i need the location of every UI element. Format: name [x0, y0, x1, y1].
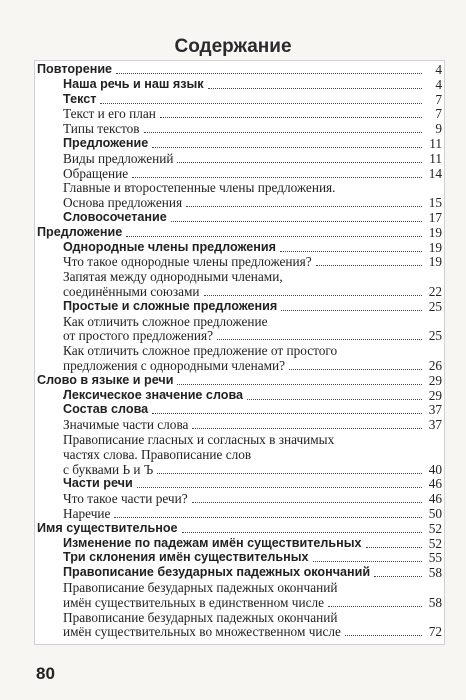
toc-dot-leader [289, 369, 422, 370]
toc-entry-page: 19 [428, 239, 442, 255]
page-title: Содержание [174, 36, 292, 57]
toc-entry-page: 58 [428, 565, 442, 581]
toc-dot-leader [177, 384, 422, 385]
toc-entry-page: 50 [428, 506, 442, 521]
toc-entry-page: 7 [435, 91, 442, 107]
toc-dot-leader [160, 117, 422, 118]
toc-dot-leader [328, 606, 422, 607]
toc-dot-leader [345, 635, 422, 636]
toc-dot-leader [116, 73, 422, 74]
toc-entry-title: Предложение [63, 136, 149, 150]
toc-entry-page: 14 [428, 165, 442, 181]
toc-entry-page: 4 [435, 76, 442, 92]
toc-entry-title: Наша речь и наш язык [63, 76, 204, 91]
toc-dot-leader [280, 251, 422, 252]
toc-entry-title: Типы текстов [63, 121, 140, 137]
toc-dot-leader [182, 532, 422, 533]
toc-entry-title: Три склонения имён существительных [63, 550, 309, 565]
page-number: 80 [36, 664, 55, 683]
toc-dot-leader [126, 236, 422, 237]
toc-dot-leader [186, 206, 422, 207]
toc-entry-page: 9 [435, 121, 442, 137]
toc-entry [35, 623, 444, 640]
toc-entry-title: Однородные члены предложения [63, 239, 276, 254]
toc-dot-leader [152, 413, 422, 414]
toc-entry-title: Значимые части слова [63, 417, 189, 433]
toc-entry-title: Что такое однородные члены предложения? [63, 254, 312, 270]
toc-entry-title: Предложение [37, 224, 123, 239]
toc-entry-page: 29 [428, 372, 442, 388]
toc-entry-title: Запятая между однородными членами, [63, 269, 283, 285]
toc-dot-leader [192, 428, 422, 429]
toc-dot-leader [204, 295, 422, 296]
toc-dot-leader [144, 132, 422, 133]
toc-entry-title: Наречие [63, 506, 111, 521]
toc-entry-page: 40 [428, 461, 442, 477]
toc-entry-title: Обращение [63, 165, 129, 181]
toc-dot-leader [152, 147, 422, 148]
toc-entry-page: 46 [428, 476, 442, 492]
toc-entry-title: Виды предложений [63, 150, 174, 166]
toc-entry-title: Простые и сложные предложения [63, 298, 278, 313]
toc-dot-leader [208, 88, 422, 89]
toc-entry-page: 26 [428, 358, 442, 373]
toc-entry-title: имён существительных в единственном числе [63, 594, 325, 610]
toc-panel [34, 60, 445, 645]
toc-entry-title: Главные и второстепенные члены предложения. [63, 180, 336, 196]
toc-dot-leader [313, 561, 422, 562]
toc-entry-title: Изменение по падежам имён существительных [63, 535, 362, 550]
toc-dot-leader [132, 177, 422, 178]
toc-dot-leader [247, 399, 422, 400]
toc-entry-title: соединёнными союзами [63, 284, 200, 299]
toc-dot-leader [171, 221, 422, 222]
toc-entry-title: Правописание гласных и согласных в значимых [63, 432, 335, 447]
toc-entry-page: 19 [428, 224, 442, 240]
toc-dot-leader [177, 162, 422, 163]
toc-entry-title: с буквами Ь и Ъ [63, 461, 154, 477]
toc-entry-page: 19 [428, 254, 442, 270]
toc-entry-title: от простого предложения? [63, 328, 214, 344]
toc-entry-title: Текст и его план [63, 106, 156, 122]
toc-dot-leader [366, 547, 422, 548]
toc-entry-page: 37 [428, 402, 442, 418]
toc-entry-page: 37 [428, 417, 442, 433]
toc-entry-title: Имя существительное [37, 520, 178, 535]
toc-entry-title: Правописание безударных падежных окончаний [63, 565, 371, 580]
toc-entry-page: 11 [429, 150, 442, 166]
toc-entry-page: 55 [428, 550, 442, 566]
toc-entry-title: Как отличить сложное предложение [63, 313, 268, 329]
toc-entry-title: Как отличить сложное предложение от простого [63, 343, 338, 359]
toc-entry-page: 7 [435, 106, 442, 122]
toc-dot-leader [281, 310, 422, 311]
toc-entry-page: 72 [428, 624, 442, 640]
toc-entry-title: Повторение [37, 62, 113, 76]
toc-entry-page: 22 [428, 284, 442, 299]
toc-entry-title: Что такое части речи? [63, 491, 188, 507]
toc-entry-title: Правописание безударных падежных окончаний [63, 580, 338, 595]
toc-entry-title: Текст [63, 91, 97, 106]
toc-entry-page: 52 [428, 535, 442, 551]
toc-entry-title: имён существительных во множественном числе [63, 624, 341, 640]
toc-dot-leader [157, 473, 422, 474]
toc-entry-page: 46 [428, 491, 442, 507]
toc-entry-page: 4 [435, 62, 442, 77]
toc-entry-title: частях слова. Правописание слов [63, 446, 252, 462]
toc-entry-page: 25 [428, 328, 442, 344]
toc-entry-page: 15 [428, 195, 442, 211]
toc-dot-leader [100, 103, 422, 104]
toc-entry-title: Части речи [63, 476, 133, 491]
toc-dot-leader [316, 265, 422, 266]
toc-entry-page: 17 [428, 210, 442, 225]
toc-entry-page: 11 [429, 136, 442, 151]
toc-entry-page: 25 [428, 298, 442, 314]
toc-entry-page: 29 [428, 387, 442, 403]
toc-dot-leader [192, 502, 422, 503]
toc-entry-title: Правописание безударных падежных окончаний [63, 609, 338, 625]
toc-dot-leader [137, 487, 422, 488]
toc-dot-leader [114, 517, 422, 518]
toc-entry-title: Основа предложения [63, 195, 183, 211]
toc-entry-title: Слово в языке и речи [37, 372, 174, 387]
toc-entry-title: Словосочетание [63, 210, 167, 224]
toc-entry-page: 52 [428, 520, 442, 536]
toc-entry-title: предложения с однородными членами? [63, 358, 286, 373]
toc-entry-title: Лексическое значение слова [63, 387, 244, 402]
toc-entry-page: 58 [428, 594, 442, 610]
toc-dot-leader [217, 339, 422, 340]
toc-entry-title: Состав слова [63, 402, 149, 417]
toc-dot-leader [374, 576, 422, 577]
